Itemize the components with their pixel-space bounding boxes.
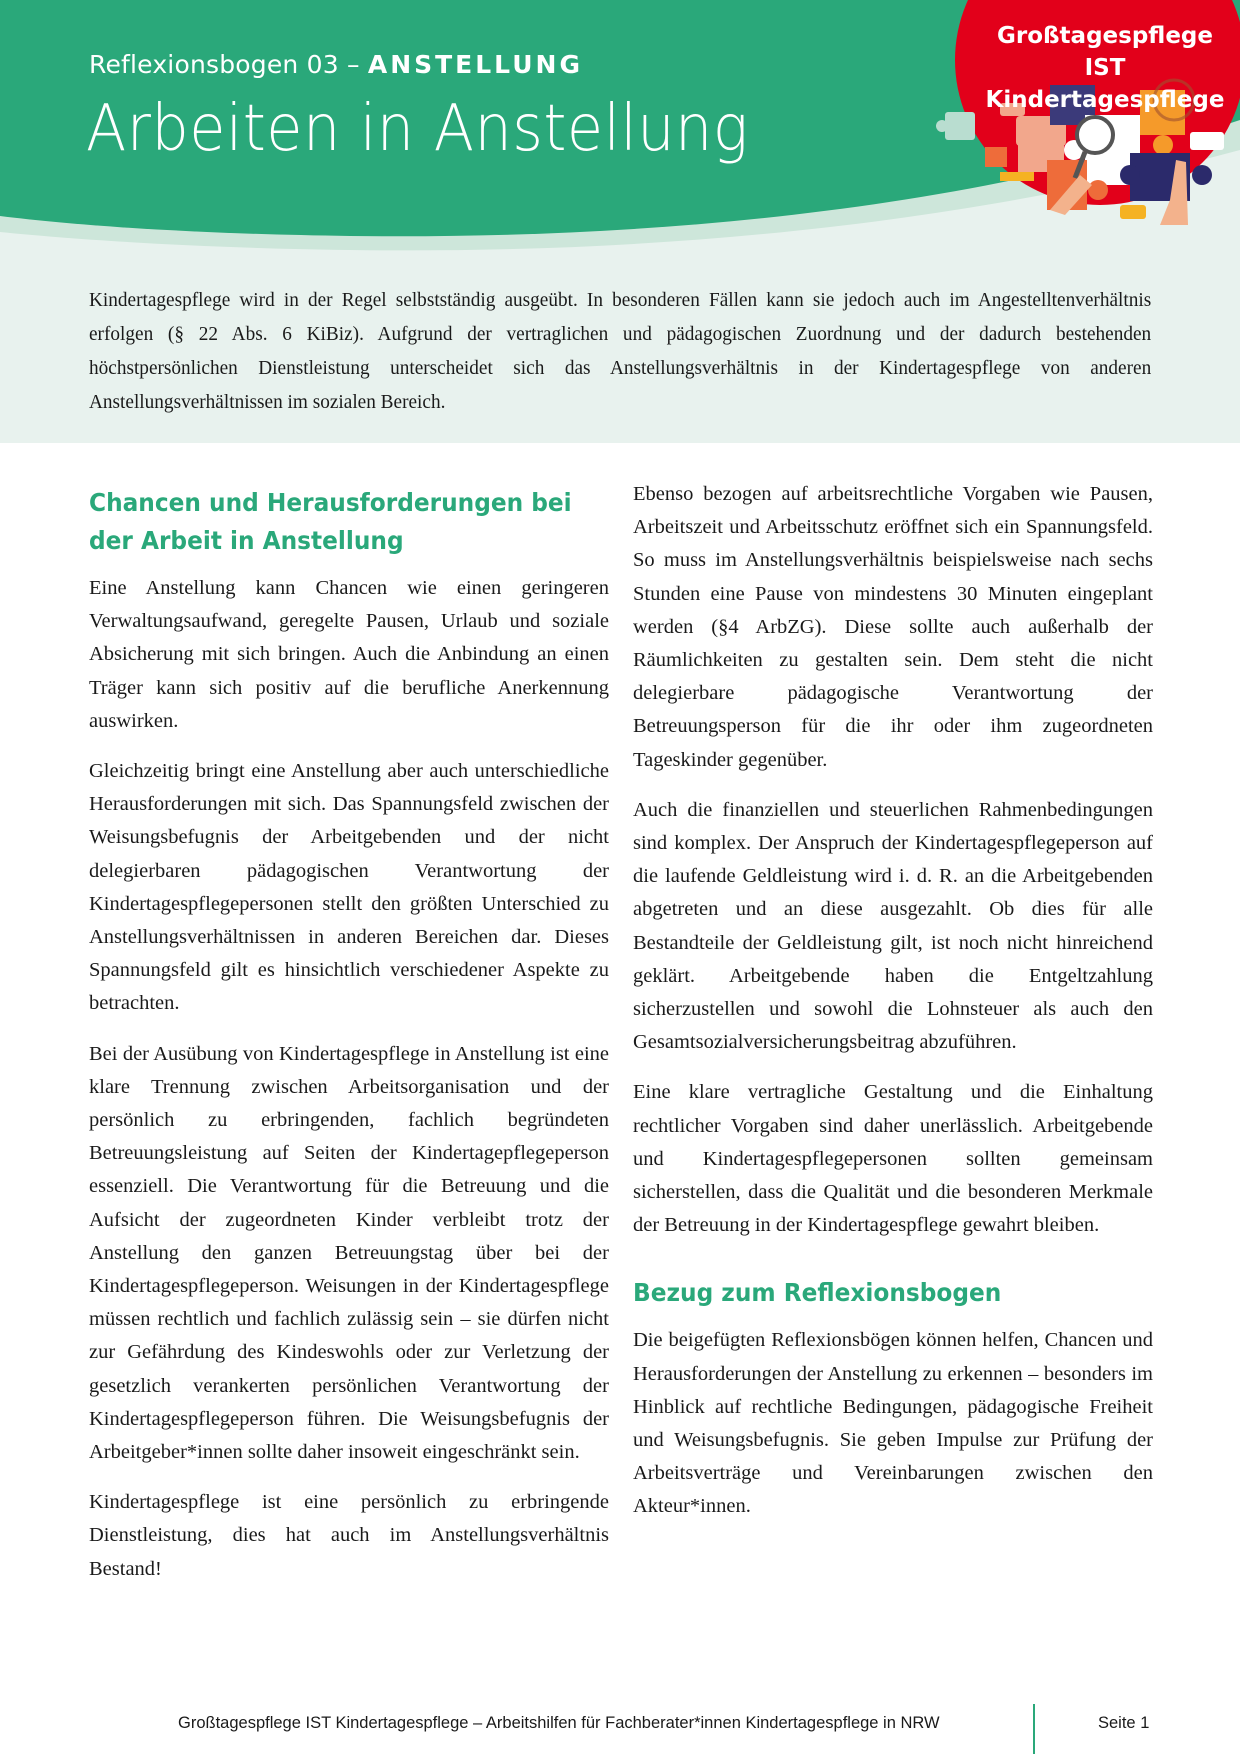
document-kicker: Reflexionsbogen 03 – ANSTELLUNG bbox=[89, 50, 583, 79]
brand-badge bbox=[980, 20, 1230, 116]
brand-line-2: Kindertagespflege bbox=[985, 87, 1225, 113]
kicker-emphasis: ANSTELLUNG bbox=[367, 50, 583, 79]
paragraph: Ebenso bezogen auf arbeitsrechtliche Vorgaben wie Pausen, Arbeitszeit und Arbeitsschutz eröffnet sich ein Spannungsfeld. So muss im Anstellungsverhältnis beispielsweise nach sechs Stunden eine Pause von mindestens 30 Minuten eingeplant werden (§4 ArbZG). Diese sollte auch außerhalb der Räumlichkeiten zu gestalten sein. Dem steht die nicht delegierbare pädagogische Verantwortung der Betreuungsperson für die ihr oder ihm zugeordneten Tageskinder gegenüber. bbox=[633, 483, 1153, 771]
paragraph: Die beigefügten Reflexionsbögen können helfen, Chancen und Herausforderungen der Anstellung zu erkennen – besonders im Hinblick auf rechtliche Bedingungen, pädagogische Freiheit und Weisungsbefugnis. Sie geben Impulse zur Prüfung der Arbeitsverträge und Vereinbarungen zwischen den Akteur*innen. bbox=[633, 1329, 1153, 1518]
right-column bbox=[633, 484, 1153, 1541]
footer-text: Großtagespflege IST Kindertagespflege – Arbeitshilfen für Fachberater*innen Kindertagespflege in NRW bbox=[178, 1714, 940, 1732]
intro-paragraph: Kindertagespflege wird in der Regel selbstständig ausgeübt. In besonderen Fällen kann sie jedoch auch im Angestelltenverhältnis erfolgen (§ 22 Abs. 6 KiBiz). Aufgrund der vertraglichen und pädagogischen Zuordnung und der dadurch bestehenden höchstpersönlichen Dienstleistung unterscheidet sich das Anstellungsverhältnis in der Kindertagespflege von anderen Anstellungsverhältnissen im sozialen Bereich. bbox=[89, 289, 1152, 413]
paragraph: Bei der Ausübung von Kindertagespflege in Anstellung ist eine klare Trennung zwischen Arbeitsorganisation und der persönlich zu erbringenden, fachlich begründeten Betreuungsleistung auf Seiten der Kindertagepflegeperson essenziell. Die Verantwortung für die Betreuung und die Aufsicht der zugeordneten Kinder verbleibt trotz der Anstellung den ganzen Betreuungstag über bei der Kindertagespflegeperson. Weisungen in der Kindertagespflege müssen rechtlich und fachlich zulässig sein – sie dürfen nicht zur Gefährdung des Kindeswohls oder zur Verletzung der gesetzlich verankerten persönlichen Verantwortung der Kindertagespflegeperson führen. Die Weisungsbefugnis der Arbeitgeber*innen sollte daher insoweit eingeschränkt sein. bbox=[89, 1042, 609, 1464]
section-heading-bezug: Bezug zum Reflexionsbogen bbox=[633, 1278, 1002, 1308]
paragraph: Gleichzeitig bringt eine Anstellung aber auch unterschiedliche Herausforderungen mit sich. Das Spannungsfeld zwischen der Weisungsbefugnis der Arbeitgebenden und der nicht delegierbaren pädagogischen Verantwortung der Kindertagespflegepersonen stellt den größten Unterschied zu Anstellungsverhältnissen in anderen Bereichen dar. Dieses Spannungsfeld gilt es hinsichtlich verschiedener Aspekte zu betrachten. bbox=[89, 760, 609, 1015]
paragraph: Eine Anstellung kann Chancen wie einen geringeren Verwaltungsaufwand, geregelte Pausen, Urlaub und soziale Absicherung mit sich bringen. Auch die Anbindung an einen Träger kann sich positiv auf die berufliche Anerkennung auswirken. bbox=[89, 577, 609, 732]
paragraph: Auch die finanziellen und steuerlichen Rahmenbedingungen sind komplex. Der Anspruch der Kindertagespflegeperson auf die laufende Geldleistung wird i. d. R. an die Arbeitgebenden abgetreten und an diese ausgezahlt. Ob dies für alle Bestandteile der Geldleistung gilt, ist noch nicht hinreichend geklärt. Arbeitgebende haben die Entgeltzahlung sicherzustellen und sowohl die Lohnsteuer als auch den Gesamtsozialversicherungsbeitrag abzuführen. bbox=[633, 798, 1153, 1054]
paragraph: Kindertagespflege ist eine persönlich zu erbringende Dienstleistung, dies hat auch im Anstellungsverhältnis Bestand! bbox=[89, 1491, 609, 1580]
footer-divider bbox=[1033, 1704, 1035, 1754]
brand-line-1: Großtagespflege IST bbox=[996, 23, 1213, 81]
paragraph: Eine klare vertragliche Gestaltung und die Einhaltung rechtlicher Vorgaben sind daher unerlässlich. Arbeitgebende und Kindertagespflegepersonen sollten gemeinsam sicherstellen, dass die Qualität und die besonderen Merkmale der Betreuung in der Kindertagespflege gewahrt bleiben. bbox=[633, 1081, 1153, 1237]
left-column bbox=[89, 484, 609, 1603]
page-number: Seite 1 bbox=[1098, 1714, 1150, 1732]
page-title: Arbeiten in Anstellung bbox=[86, 92, 749, 166]
section-heading-chancen: Chancen und Herausforderungen bei der Arbeit in Anstellung bbox=[89, 488, 572, 555]
